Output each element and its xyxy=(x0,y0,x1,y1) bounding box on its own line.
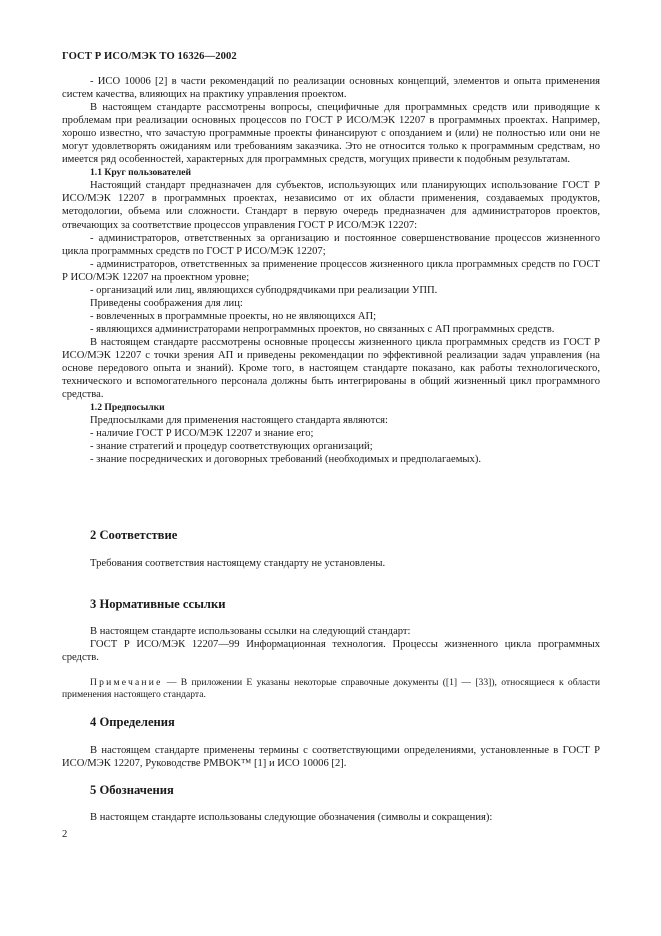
section-1-1-paragraph: В настоящем стандарте рассмотрены основные процессы жизненного цикла программных средств из ГОСТ Р ИСО/МЭК 12207 с точки зрения АП и приведены рекомендации по эффективной реализации задач управления (на основе передового опыта и знаний). Кроме того, в настоящем стандарте показано, как работы технологического, технического и вспомогательного персонала должны быть интегрированы в общий жизненный цикл программного средства. xyxy=(62,336,600,401)
section-1-2-list-item: - знание стратегий и процедур соответствующих организаций; xyxy=(90,441,373,453)
section-1-2-title: 1.2 Предпосылки xyxy=(90,402,165,414)
section-1-1-list-item: - организаций или лиц, являющихся субподрядчиками при реализации УПП. xyxy=(90,284,438,296)
intro-section xyxy=(62,75,600,466)
note-label: Примечание xyxy=(90,677,163,688)
section-1-1-list-item: - администраторов, ответственных за организацию и постоянное совершенствование процессов жизненного цикла программных средств по ГОСТ Р ИСО/МЭК 12207; xyxy=(62,232,600,257)
note-paragraph xyxy=(62,677,600,701)
section-1-1-title: 1.1 Круг пользователей xyxy=(90,167,191,179)
section-5 xyxy=(62,784,600,797)
section-1-1-paragraph: Приведены соображения для лиц: xyxy=(90,297,243,309)
section-4 xyxy=(62,716,600,729)
section-2-body xyxy=(62,557,600,570)
section-5-body xyxy=(62,811,600,824)
section-4-text: В настоящем стандарте применены термины с соответствующими определениями, установленные в ГОСТ Р ИСО/МЭК 12207, Руководстве PMBOK™ [1] и ИСО 10006 [2]. xyxy=(62,745,600,770)
section-1-1-paragraph: Настоящий стандарт предназначен для субъектов, использующих или планирующих использование ГОСТ Р ИСО/МЭК 12207 в программных проектах, независимо от их области применения, создаваемых продуктов, методологии, объема или сложности. Стандарт в первую очередь предназначен для администраторов проектов, отвечающих за соответствие процессов управления ГОСТ Р ИСО/МЭК 12207: xyxy=(62,180,600,231)
section-4-body xyxy=(62,744,600,770)
section-1-2-paragraph: Предпосылками для применения настоящего стандарта являются: xyxy=(90,415,388,427)
section-3-paragraph: ГОСТ Р ИСО/МЭК 12207—99 Информационная технология. Процессы жизненного цикла программных средств. xyxy=(62,639,600,664)
section-3-body xyxy=(62,625,600,664)
intro-paragraph-2: В настоящем стандарте рассмотрены вопросы, специфичные для программных средств или приводящие к проблемам при реализации основных процессов по ГОСТ Р ИСО/МЭК 12207 в программных проектах. Например, хорошо известно, что зачастую программные проекты финансируют с опозданием и (или) не полностью или они не могут удовлетворять ожиданиям или требованиям заказчика. Это не относится только к программным средствам, но имеется ряд особенностей, характерных для программных средств, могущих привести к подобным результатам. xyxy=(62,102,600,166)
section-5-text: В настоящем стандарте использованы следующие обозначения (символы и сокращения): xyxy=(90,812,493,823)
section-2-text: Требования соответствия настоящему стандарту не установлены. xyxy=(90,558,386,569)
section-1-2-list-item: - знание посреднических и договорных требований (необходимых и предполагаемых). xyxy=(90,454,481,466)
section-3-title: 3 Нормативные ссылки xyxy=(90,597,226,611)
section-1-1-list-item: - являющихся администраторами непрограммных проектов, но связанных с АП программных средств. xyxy=(90,323,555,335)
section-3-note xyxy=(62,677,600,701)
page-number: 2 xyxy=(62,829,68,840)
intro-paragraph-1: - ИСО 10006 [2] в части рекомендаций по реализации основных концепций, элементов и опыта применения систем качества, влияющих на практику управления проектом. xyxy=(62,76,600,101)
section-2-title: 2 Соответствие xyxy=(90,528,178,542)
section-5-title: 5 Обозначения xyxy=(90,783,174,797)
section-3 xyxy=(62,598,600,611)
section-1-2-list-item: - наличие ГОСТ Р ИСО/МЭК 12207 и знание его; xyxy=(90,428,314,440)
note-text: — В приложении Е указаны некоторые справочные документы ([1] — [33]), относящиеся к области применения настоящего стандарта. xyxy=(62,677,600,700)
section-1-1-list-item: - вовлеченных в программные проекты, но не являющихся АП; xyxy=(90,310,377,322)
section-2 xyxy=(62,529,600,542)
section-1-1-list-item: - администраторов, ответственных за применение процессов жизненного цикла программных средств по ГОСТ Р ИСО/МЭК 12207 на проектном уровне; xyxy=(62,258,600,283)
section-4-title: 4 Определения xyxy=(90,715,175,729)
document-header: ГОСТ Р ИСО/МЭК ТО 16326—2002 xyxy=(62,51,237,62)
section-3-paragraph: В настоящем стандарте использованы ссылки на следующий стандарт: xyxy=(90,626,411,637)
